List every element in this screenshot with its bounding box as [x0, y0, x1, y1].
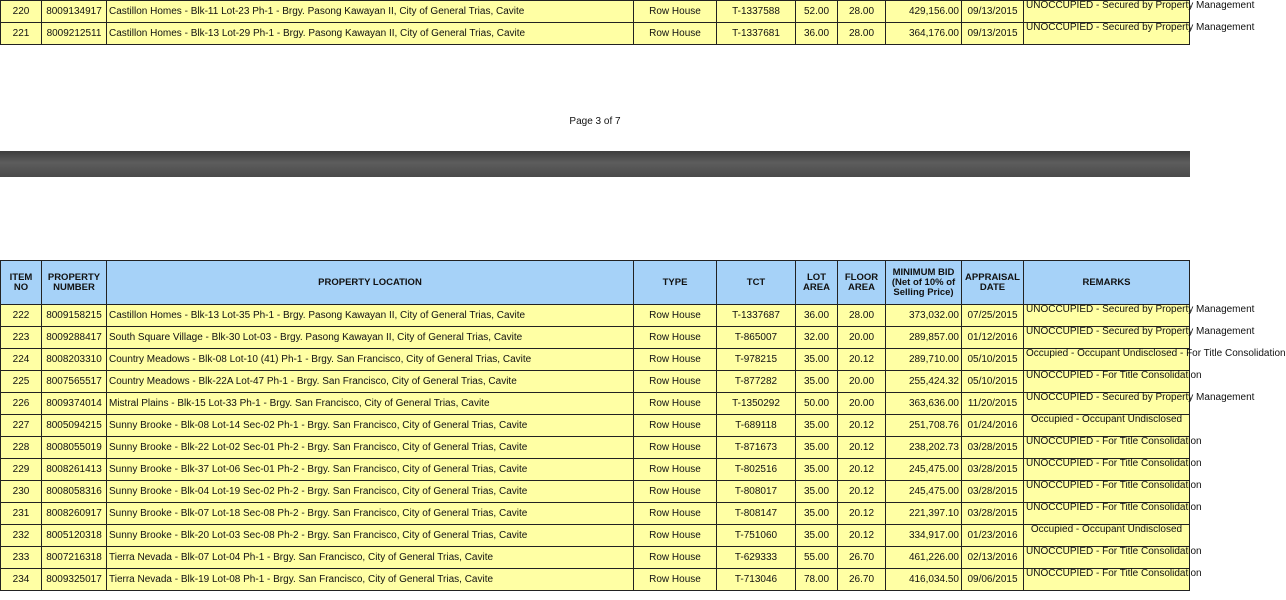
cell-property-number: 8008058316 [42, 481, 107, 503]
property-table-top [0, 0, 1255, 45]
cell-item-no: 231 [1, 503, 42, 525]
table-row [1, 23, 1190, 45]
cell-minimum-bid: 289,710.00 [886, 349, 962, 371]
cell-minimum-bid: 373,032.00 [886, 305, 962, 327]
remarks-text: UNOCCUPIED - For Title Consolidation [1026, 458, 1202, 469]
table-row [1, 569, 1190, 591]
cell-minimum-bid: 245,475.00 [886, 459, 962, 481]
cell-tct: T-871673 [717, 437, 796, 459]
cell-tct: T-1337681 [717, 23, 796, 45]
cell-floor-area: 28.00 [838, 1, 886, 23]
table-row [1, 327, 1190, 349]
cell-property-location: Country Meadows - Blk-22A Lot-47 Ph-1 - Brgy. San Francisco, City of General Trias, Cavite [107, 371, 634, 393]
cell-property-number: 8005094215 [42, 415, 107, 437]
cell-item-no: 220 [1, 1, 42, 23]
cell-property-number: 8007565517 [42, 371, 107, 393]
cell-lot-area: 35.00 [796, 525, 838, 547]
cell-floor-area: 20.12 [838, 525, 886, 547]
cell-type: Row House [634, 327, 717, 349]
table-row [1, 1, 1190, 23]
cell-floor-area: 26.70 [838, 547, 886, 569]
cell-remarks [1024, 502, 1202, 525]
header-type: TYPE [634, 261, 717, 305]
cell-property-location: Tierra Nevada - Blk-19 Lot-08 Ph-1 - Brgy. San Francisco, City of General Trias, Cavite [107, 569, 634, 591]
cell-property-location: Sunny Brooke - Blk-20 Lot-03 Sec-08 Ph-2 - Brgy. San Francisco, City of General Trias, Cavite [107, 525, 634, 547]
cell-item-no: 221 [1, 23, 42, 45]
cell-property-number: 8008055019 [42, 437, 107, 459]
cell-type: Row House [634, 503, 717, 525]
property-table [0, 260, 1286, 591]
cell-floor-area: 20.00 [838, 327, 886, 349]
cell-remarks [1024, 392, 1255, 415]
cell-minimum-bid: 255,424.32 [886, 371, 962, 393]
cell-tct: T-689118 [717, 415, 796, 437]
cell-type: Row House [634, 481, 717, 503]
cell-appraisal-date: 01/24/2016 [962, 415, 1024, 437]
cell-floor-area: 20.12 [838, 415, 886, 437]
cell-appraisal-date: 03/28/2015 [962, 459, 1024, 481]
top-table-body [1, 0, 1255, 45]
remarks-text: UNOCCUPIED - Secured by Property Management [1026, 326, 1255, 337]
cell-type: Row House [634, 371, 717, 393]
cell-lot-area: 78.00 [796, 569, 838, 591]
cell-tct: T-1337687 [717, 305, 796, 327]
page-separator [0, 151, 1190, 177]
cell-lot-area: 50.00 [796, 393, 838, 415]
remarks-text: UNOCCUPIED - Secured by Property Management [1026, 304, 1255, 315]
table-row [1, 481, 1190, 503]
cell-appraisal-date: 01/23/2016 [962, 525, 1024, 547]
cell-lot-area: 35.00 [796, 459, 838, 481]
cell-property-location: Castillon Homes - Blk-13 Lot-29 Ph-1 - Brgy. Pasong Kawayan II, City of General Trias, Cavite [107, 23, 634, 45]
cell-property-number: 8008261413 [42, 459, 107, 481]
cell-item-no: 232 [1, 525, 42, 547]
cell-tct: T-808017 [717, 481, 796, 503]
cell-lot-area: 35.00 [796, 481, 838, 503]
cell-floor-area: 20.12 [838, 481, 886, 503]
remarks-text: UNOCCUPIED - Secured by Property Management [1026, 392, 1255, 403]
remarks-text: Occupied - Occupant Undisclosed [1030, 414, 1183, 425]
cell-floor-area: 20.12 [838, 437, 886, 459]
cell-type: Row House [634, 569, 717, 591]
table-row [1, 415, 1190, 437]
cell-property-location: Tierra Nevada - Blk-07 Lot-04 Ph-1 - Brgy. San Francisco, City of General Trias, Cavite [107, 547, 634, 569]
cell-item-no: 230 [1, 481, 42, 503]
table-row [1, 525, 1190, 547]
cell-lot-area: 36.00 [796, 23, 838, 45]
cell-tct: T-877282 [717, 371, 796, 393]
cell-remarks [1024, 436, 1202, 459]
table-row [1, 305, 1190, 327]
cell-minimum-bid: 245,475.00 [886, 481, 962, 503]
cell-lot-area: 35.00 [796, 371, 838, 393]
cell-property-location: Sunny Brooke - Blk-04 Lot-19 Sec-02 Ph-2 - Brgy. San Francisco, City of General Trias, Cavite [107, 481, 634, 503]
cell-appraisal-date: 11/20/2015 [962, 393, 1024, 415]
cell-property-number: 8009325017 [42, 569, 107, 591]
header-minimum-bid: MINIMUM BID (Net of 10% of Selling Price) [886, 261, 962, 305]
cell-lot-area: 32.00 [796, 327, 838, 349]
cell-lot-area: 55.00 [796, 547, 838, 569]
cell-floor-area: 20.00 [838, 393, 886, 415]
cell-appraisal-date: 03/28/2015 [962, 481, 1024, 503]
cell-appraisal-date: 07/25/2015 [962, 305, 1024, 327]
cell-floor-area: 28.00 [838, 23, 886, 45]
cell-type: Row House [634, 415, 717, 437]
table-row [1, 393, 1190, 415]
cell-appraisal-date: 02/13/2016 [962, 547, 1024, 569]
page-number-footer: Page 3 of 7 [569, 116, 621, 127]
cell-item-no: 229 [1, 459, 42, 481]
cell-type: Row House [634, 349, 717, 371]
cell-property-number: 8007216318 [42, 547, 107, 569]
table-header-row [1, 261, 1190, 305]
table-row [1, 459, 1190, 481]
cell-minimum-bid: 364,176.00 [886, 23, 962, 45]
cell-tct: T-808147 [717, 503, 796, 525]
cell-tct: T-865007 [717, 327, 796, 349]
cell-tct: T-713046 [717, 569, 796, 591]
cell-floor-area: 20.12 [838, 459, 886, 481]
cell-lot-area: 35.00 [796, 437, 838, 459]
header-floor-area: FLOOR AREA [838, 261, 886, 305]
remarks-text: UNOCCUPIED - For Title Consolidation [1026, 568, 1202, 579]
cell-tct: T-1337588 [717, 1, 796, 23]
table-row [1, 371, 1190, 393]
cell-minimum-bid: 363,636.00 [886, 393, 962, 415]
cell-remarks [1024, 22, 1255, 45]
cell-minimum-bid: 221,397.10 [886, 503, 962, 525]
table-row [1, 437, 1190, 459]
cell-property-location: Country Meadows - Blk-08 Lot-10 (41) Ph-1 - Brgy. San Francisco, City of General Trias, Cavite [107, 349, 634, 371]
cell-remarks [1024, 480, 1202, 503]
cell-lot-area: 35.00 [796, 503, 838, 525]
cell-tct: T-751060 [717, 525, 796, 547]
cell-property-location: Sunny Brooke - Blk-08 Lot-14 Sec-02 Ph-1 - Brgy. San Francisco, City of General Trias, Cavite [107, 415, 634, 437]
remarks-text: UNOCCUPIED - Secured by Property Management [1026, 0, 1255, 11]
cell-appraisal-date: 05/10/2015 [962, 371, 1024, 393]
cell-property-number: 8009288417 [42, 327, 107, 349]
table-body [1, 304, 1286, 591]
cell-property-number: 8008260917 [42, 503, 107, 525]
cell-item-no: 234 [1, 569, 42, 591]
cell-item-no: 226 [1, 393, 42, 415]
cell-remarks [1024, 348, 1286, 371]
cell-appraisal-date: 03/28/2015 [962, 437, 1024, 459]
cell-minimum-bid: 289,857.00 [886, 327, 962, 349]
cell-remarks [1024, 415, 1190, 437]
remarks-text: UNOCCUPIED - For Title Consolidation [1026, 480, 1202, 491]
cell-type: Row House [634, 525, 717, 547]
cell-minimum-bid: 461,226.00 [886, 547, 962, 569]
cell-remarks [1024, 546, 1202, 569]
cell-minimum-bid: 334,917.00 [886, 525, 962, 547]
cell-item-no: 223 [1, 327, 42, 349]
cell-type: Row House [634, 547, 717, 569]
cell-lot-area: 52.00 [796, 1, 838, 23]
cell-appraisal-date: 03/28/2015 [962, 503, 1024, 525]
cell-property-number: 8009374014 [42, 393, 107, 415]
remarks-text: UNOCCUPIED - Secured by Property Management [1026, 22, 1255, 33]
cell-remarks [1024, 326, 1255, 349]
header-remarks: REMARKS [1024, 261, 1190, 305]
cell-remarks [1024, 370, 1202, 393]
cell-minimum-bid: 238,202.73 [886, 437, 962, 459]
cell-tct: T-1350292 [717, 393, 796, 415]
header-property-location: PROPERTY LOCATION [107, 261, 634, 305]
cell-property-number: 8009212511 [42, 23, 107, 45]
cell-floor-area: 26.70 [838, 569, 886, 591]
cell-appraisal-date: 05/10/2015 [962, 349, 1024, 371]
cell-floor-area: 28.00 [838, 305, 886, 327]
cell-item-no: 225 [1, 371, 42, 393]
cell-property-location: Sunny Brooke - Blk-22 Lot-02 Sec-01 Ph-2 - Brgy. San Francisco, City of General Trias, Cavite [107, 437, 634, 459]
cell-lot-area: 36.00 [796, 305, 838, 327]
cell-floor-area: 20.00 [838, 371, 886, 393]
cell-remarks [1024, 568, 1202, 591]
document-page-4 [0, 177, 1286, 600]
cell-type: Row House [634, 1, 717, 23]
cell-item-no: 222 [1, 305, 42, 327]
cell-property-location: Sunny Brooke - Blk-07 Lot-18 Sec-08 Ph-2 - Brgy. San Francisco, City of General Trias, Cavite [107, 503, 634, 525]
cell-type: Row House [634, 459, 717, 481]
cell-property-location: South Square Village - Blk-30 Lot-03 - Brgy. Pasong Kawayan II, City of General Trias, Cavite [107, 327, 634, 349]
cell-item-no: 233 [1, 547, 42, 569]
cell-property-number: 8008203310 [42, 349, 107, 371]
table-row [1, 547, 1190, 569]
cell-tct: T-802516 [717, 459, 796, 481]
header-appraisal-date: APPRAISAL DATE [962, 261, 1024, 305]
header-lot-area: LOT AREA [796, 261, 838, 305]
cell-remarks [1024, 304, 1255, 327]
cell-property-number: 8005120318 [42, 525, 107, 547]
cell-type: Row House [634, 23, 717, 45]
cell-appraisal-date: 09/13/2015 [962, 1, 1024, 23]
cell-type: Row House [634, 437, 717, 459]
cell-property-number: 8009134917 [42, 1, 107, 23]
cell-remarks [1024, 458, 1202, 481]
remarks-text: Occupied - Occupant Undisclosed - For Title Consolidation [1026, 348, 1286, 359]
cell-lot-area: 35.00 [796, 349, 838, 371]
header-item-no: ITEM NO [1, 261, 42, 305]
cell-property-location: Castillon Homes - Blk-13 Lot-35 Ph-1 - Brgy. Pasong Kawayan II, City of General Trias, Cavite [107, 305, 634, 327]
cell-remarks [1024, 0, 1255, 23]
table-row [1, 349, 1190, 371]
cell-remarks [1024, 525, 1190, 547]
cell-appraisal-date: 09/13/2015 [962, 23, 1024, 45]
cell-type: Row House [634, 393, 717, 415]
cell-minimum-bid: 429,156.00 [886, 1, 962, 23]
cell-type: Row House [634, 305, 717, 327]
header-tct: TCT [717, 261, 796, 305]
cell-property-location: Sunny Brooke - Blk-37 Lot-06 Sec-01 Ph-2 - Brgy. San Francisco, City of General Trias, Cavite [107, 459, 634, 481]
remarks-text: UNOCCUPIED - For Title Consolidation [1026, 370, 1202, 381]
cell-floor-area: 20.12 [838, 349, 886, 371]
cell-item-no: 227 [1, 415, 42, 437]
cell-lot-area: 35.00 [796, 415, 838, 437]
cell-floor-area: 20.12 [838, 503, 886, 525]
cell-tct: T-629333 [717, 547, 796, 569]
remarks-text: UNOCCUPIED - For Title Consolidation [1026, 502, 1202, 513]
cell-property-number: 8009158215 [42, 305, 107, 327]
cell-item-no: 228 [1, 437, 42, 459]
cell-minimum-bid: 251,708.76 [886, 415, 962, 437]
remarks-text: UNOCCUPIED - For Title Consolidation [1026, 546, 1202, 557]
cell-appraisal-date: 09/06/2015 [962, 569, 1024, 591]
header-property-number: PROPERTY NUMBER [42, 261, 107, 305]
document-page-3 [0, 0, 1255, 151]
cell-property-location: Castillon Homes - Blk-11 Lot-23 Ph-1 - Brgy. Pasong Kawayan II, City of General Trias, Cavite [107, 1, 634, 23]
remarks-text: Occupied - Occupant Undisclosed [1030, 524, 1183, 535]
remarks-text: UNOCCUPIED - For Title Consolidation [1026, 436, 1202, 447]
cell-tct: T-978215 [717, 349, 796, 371]
cell-property-location: Mistral Plains - Blk-15 Lot-33 Ph-1 - Brgy. San Francisco, City of General Trias, Cavite [107, 393, 634, 415]
cell-appraisal-date: 01/12/2016 [962, 327, 1024, 349]
cell-item-no: 224 [1, 349, 42, 371]
cell-minimum-bid: 416,034.50 [886, 569, 962, 591]
table-row [1, 503, 1190, 525]
